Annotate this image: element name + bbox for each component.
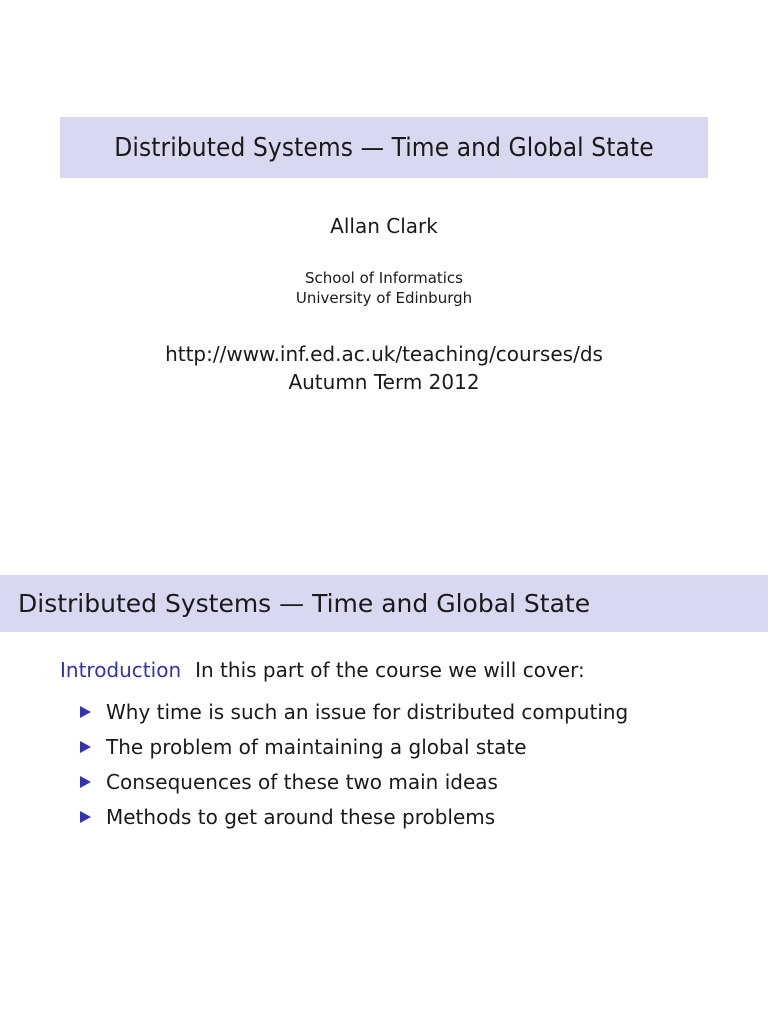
triangle-bullet-icon [80, 776, 91, 788]
intro-block [60, 658, 585, 682]
institute-university: University of Edinburgh [295, 289, 473, 307]
bullet-text: Methods to get around these problems [106, 805, 496, 829]
list-item [80, 699, 628, 734]
institute [0, 268, 768, 308]
title-banner [60, 117, 708, 178]
triangle-bullet-icon [80, 811, 91, 823]
bullet-text: The problem of maintaining a global state [106, 735, 527, 759]
frame-title-bar [0, 575, 768, 632]
course-url: http://www.inf.ed.ac.uk/teaching/courses/ds [165, 342, 603, 366]
list-item [80, 804, 628, 839]
triangle-bullet-icon [80, 706, 91, 718]
bullet-text: Consequences of these two main ideas [106, 770, 498, 794]
triangle-bullet-icon [80, 741, 91, 753]
institute-school: School of Informatics [305, 269, 463, 287]
list-item [80, 734, 628, 769]
content-slide [0, 512, 768, 1024]
author-name: Allan Clark [330, 214, 438, 238]
intro-text: In this part of the course we will cover: [195, 658, 585, 682]
frame-title: Distributed Systems — Time and Global State [18, 589, 591, 618]
intro-label: Introduction [60, 658, 182, 682]
date-block [0, 340, 768, 396]
list-item [80, 769, 628, 804]
term-date: Autumn Term 2012 [288, 370, 480, 394]
bullet-list [80, 699, 628, 839]
bullet-text: Why time is such an issue for distributed computing [106, 700, 629, 724]
presentation-title: Distributed Systems — Time and Global State [114, 132, 654, 163]
